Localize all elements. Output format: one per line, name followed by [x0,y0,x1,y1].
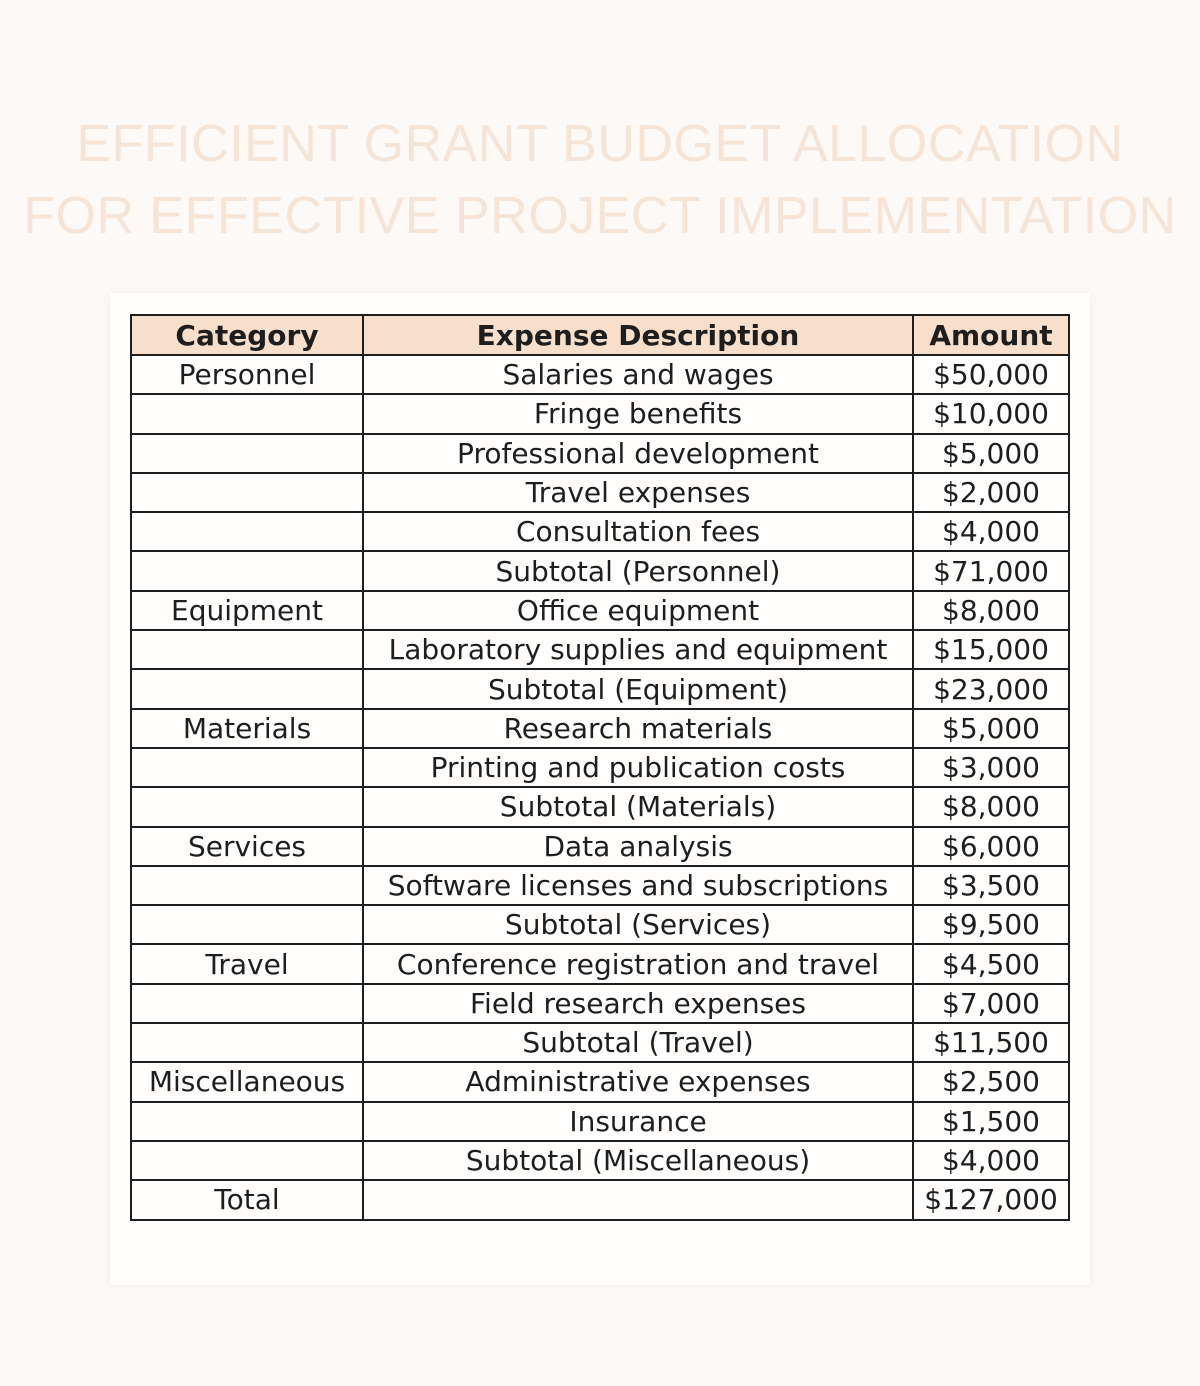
page-title [0,108,1200,252]
amount-cell: $4,000 [913,1141,1069,1180]
amount-cell: $9,500 [913,905,1069,944]
category-cell [131,748,363,787]
table-row [131,905,1069,944]
table-row [131,1062,1069,1101]
category-cell [131,669,363,708]
amount-cell: $4,000 [913,512,1069,551]
description-cell [363,1180,913,1219]
category-cell [131,866,363,905]
header-expense-description: Expense Description [363,315,913,355]
description-cell: Consultation fees [363,512,913,551]
amount-cell: $5,000 [913,434,1069,473]
amount-cell: $15,000 [913,630,1069,669]
table-row [131,473,1069,512]
category-cell [131,1141,363,1180]
header-amount: Amount [913,315,1069,355]
table-header-row [131,315,1069,355]
category-cell: Materials [131,709,363,748]
table-row [131,434,1069,473]
category-cell [131,787,363,826]
amount-cell: $23,000 [913,669,1069,708]
table-row [131,984,1069,1023]
description-cell: Software licenses and subscriptions [363,866,913,905]
table-card [110,293,1090,1285]
description-cell: Insurance [363,1102,913,1141]
description-cell: Subtotal (Miscellaneous) [363,1141,913,1180]
amount-cell: $8,000 [913,787,1069,826]
description-cell: Research materials [363,709,913,748]
table-row [131,394,1069,433]
amount-cell: $4,500 [913,944,1069,983]
description-cell: Laboratory supplies and equipment [363,630,913,669]
category-cell: Miscellaneous [131,1062,363,1101]
category-cell: Equipment [131,591,363,630]
category-cell [131,630,363,669]
title-line-1: EFFICIENT GRANT BUDGET ALLOCATION [76,115,1124,173]
header-category: Category [131,315,363,355]
description-cell: Salaries and wages [363,355,913,394]
table-row [131,1023,1069,1062]
amount-cell: $3,500 [913,866,1069,905]
description-cell: Professional development [363,434,913,473]
table-row [131,669,1069,708]
description-cell: Subtotal (Equipment) [363,669,913,708]
category-cell: Personnel [131,355,363,394]
category-cell [131,1102,363,1141]
amount-cell: $7,000 [913,984,1069,1023]
table-row [131,591,1069,630]
amount-cell: $71,000 [913,551,1069,590]
description-cell: Printing and publication costs [363,748,913,787]
table-body [131,355,1069,1220]
category-cell [131,473,363,512]
category-cell [131,512,363,551]
table-row [131,787,1069,826]
category-cell [131,551,363,590]
description-cell: Fringe benefits [363,394,913,433]
table-row [131,1141,1069,1180]
category-cell [131,1023,363,1062]
category-cell [131,434,363,473]
description-cell: Subtotal (Services) [363,905,913,944]
description-cell: Travel expenses [363,473,913,512]
table-row [131,1102,1069,1141]
category-cell: Total [131,1180,363,1219]
table-row [131,827,1069,866]
description-cell: Subtotal (Materials) [363,787,913,826]
category-cell [131,394,363,433]
amount-cell: $5,000 [913,709,1069,748]
description-cell: Conference registration and travel [363,944,913,983]
amount-cell: $8,000 [913,591,1069,630]
description-cell: Subtotal (Personnel) [363,551,913,590]
table-row [131,355,1069,394]
budget-table [130,314,1070,1221]
description-cell: Administrative expenses [363,1062,913,1101]
description-cell: Office equipment [363,591,913,630]
description-cell: Field research expenses [363,984,913,1023]
category-cell: Services [131,827,363,866]
table-row [131,748,1069,787]
table-row [131,1180,1069,1219]
amount-cell: $127,000 [913,1180,1069,1219]
table-row [131,709,1069,748]
table-row [131,866,1069,905]
amount-cell: $3,000 [913,748,1069,787]
amount-cell: $2,000 [913,473,1069,512]
description-cell: Data analysis [363,827,913,866]
table-row [131,630,1069,669]
amount-cell: $6,000 [913,827,1069,866]
amount-cell: $50,000 [913,355,1069,394]
amount-cell: $11,500 [913,1023,1069,1062]
category-cell [131,905,363,944]
description-cell: Subtotal (Travel) [363,1023,913,1062]
category-cell: Travel [131,944,363,983]
table-row [131,512,1069,551]
category-cell [131,984,363,1023]
amount-cell: $10,000 [913,394,1069,433]
table-row [131,551,1069,590]
title-line-2: FOR EFFECTIVE PROJECT IMPLEMENTATION [23,187,1177,245]
amount-cell: $2,500 [913,1062,1069,1101]
amount-cell: $1,500 [913,1102,1069,1141]
table-row [131,944,1069,983]
